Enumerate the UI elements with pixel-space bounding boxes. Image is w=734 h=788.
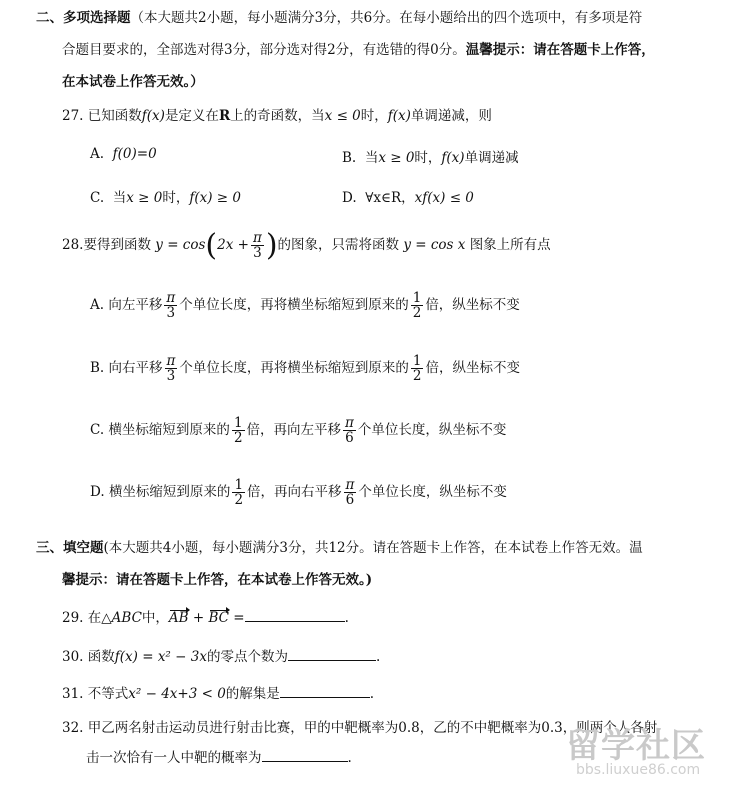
q29-pre: 在△: [87, 610, 112, 626]
q30-expr: f(x) = x² − 3x: [114, 649, 207, 665]
q28-option-a-frac1: [164, 291, 177, 320]
q30: [62, 645, 380, 665]
q28-option-a-t1: 向左平移: [108, 297, 163, 314]
q27-cond: x ≤ 0: [324, 108, 361, 124]
q27-option-a-text: f(0)=0: [112, 146, 157, 162]
q28-c-den: 2: [233, 430, 243, 447]
q28-d-num: 1: [234, 477, 244, 493]
watermark-url: bbs.liuxue86.com: [576, 762, 701, 778]
q28-left-paren: (: [205, 228, 218, 263]
q28-option-c-t1: 横坐标缩短到原来的: [108, 422, 230, 439]
q29-vector-bc: BC: [208, 610, 230, 626]
q27-stem-c: 上的奇函数，当: [230, 108, 325, 124]
q28-option-b-t1: 向右平移: [108, 360, 163, 377]
q28-option-c-t3: 个单位长度，纵坐标不变: [357, 422, 507, 439]
section3-intro-line1: (本大题共4小题，每小题满分3分，共12分。请在答题卡上作答，在本试卷上作答无效。温: [103, 540, 643, 556]
q27-set-R: R: [218, 108, 231, 124]
q28-func1: y = cos: [155, 237, 206, 253]
q29-end: .: [344, 610, 349, 626]
q28-option-b[interactable]: [90, 354, 520, 383]
q27-option-b[interactable]: [342, 146, 519, 166]
q28-right-paren: ): [265, 228, 278, 263]
q28-option-a-t3: 倍，纵坐标不变: [425, 297, 520, 314]
q27-stem-e: 单调递减，则: [410, 108, 492, 124]
q27-option-c-pre: 当: [112, 190, 127, 206]
q28-b-den: 3: [166, 368, 176, 385]
q32-answer-blank[interactable]: [262, 749, 348, 762]
q28-stem-frac-num: π: [252, 229, 262, 246]
q32-text-line1: 甲乙两名射击运动员进行射击比赛，甲的中靶概率为0.8，乙的不中靶概率为0.3，则两个人各射: [87, 720, 658, 736]
section2-heading-line1: [36, 6, 642, 26]
q27-option-a-label: A.: [90, 146, 105, 162]
q31-number: 31.: [62, 686, 84, 702]
q28-option-d-t1: 横坐标缩短到原来的: [108, 484, 231, 501]
q27-option-c-label: C.: [90, 190, 105, 206]
q28-option-b-frac2: [411, 354, 424, 383]
q27-option-b-mid: 时，: [414, 150, 442, 166]
q32-end: .: [347, 750, 352, 766]
q28-option-d-frac1: [232, 478, 245, 507]
q29-eq: =: [229, 610, 245, 626]
q28-option-b-t3: 倍，纵坐标不变: [425, 360, 520, 377]
watermark-logo-text: 留学社区: [566, 726, 706, 766]
q28-d-den2: 6: [345, 492, 355, 509]
q28-option-b-label: B.: [90, 360, 105, 377]
q28-stem-frac-den: 3: [253, 245, 262, 261]
q27-option-b-cond: x ≥ 0: [378, 150, 415, 166]
q28-stem-b: 的图象，只需将函数: [277, 237, 400, 253]
q28-option-d[interactable]: [90, 478, 507, 507]
q29-number: 29.: [62, 610, 84, 626]
q27-option-d[interactable]: [342, 186, 474, 206]
q31-post: 的解集是: [225, 686, 280, 702]
section2-heading-line2: [62, 38, 655, 58]
q27-number: 27.: [62, 108, 84, 124]
q28-option-a-frac2: [411, 291, 424, 320]
q27-option-b-pre: 当: [364, 150, 379, 166]
q28-a-den2: 2: [412, 305, 422, 322]
q28-option-d-t2: 倍，再向右平移: [247, 484, 342, 501]
q28-stem-c: 图象上所有点: [469, 237, 551, 253]
q28-option-c-frac1: [232, 416, 245, 445]
q28-b-den2: 2: [412, 368, 422, 385]
q27-option-d-label: D.: [342, 190, 357, 206]
q28-stem-fraction: [251, 231, 264, 260]
q28-d-num2: π: [345, 477, 355, 493]
section2-intro-line3: 在本试卷上作答无效。）: [62, 74, 204, 90]
q29-answer-blank[interactable]: [245, 609, 345, 622]
q28-c-num2: π: [345, 415, 354, 431]
q28-option-d-t3: 个单位长度，纵坐标不变: [358, 484, 507, 501]
q28-stem: [62, 228, 551, 263]
q27-stem-b: 是定义在: [164, 108, 219, 124]
q30-number: 30.: [62, 649, 84, 665]
q31: [62, 682, 374, 702]
q27-option-c-cond: x ≥ 0: [126, 190, 163, 206]
section2-intro-line1: （本大题共2小题，每小题满分3分，共6分。在每小题给出的四个选项中，有多项是符: [130, 10, 643, 26]
q29-plus: +: [188, 610, 209, 626]
q28-b-num: π: [166, 353, 176, 369]
q27-option-d-expr: xf(x) ≤ 0: [414, 190, 474, 206]
q28-option-c-t2: 倍，再向左平移: [246, 422, 342, 439]
q28-stem-a: 要得到函数: [83, 237, 151, 253]
q27-option-b-post: 单调递减: [464, 150, 519, 166]
q27-option-c[interactable]: [90, 186, 241, 206]
q27-stem: [62, 104, 492, 124]
q27-option-c-expr: f(x) ≥ 0: [189, 190, 241, 206]
q32-line2: [86, 746, 352, 766]
q28-d-den: 2: [234, 492, 244, 509]
q29: [62, 606, 349, 626]
watermark-logo: [566, 718, 706, 767]
q28-func1-inner: 2x +: [217, 237, 249, 253]
q27-stem-d: 时，: [360, 108, 388, 124]
q30-pre: 函数: [87, 649, 115, 665]
q27-option-d-quant: ∀x∈R，: [365, 190, 415, 206]
q28-c-den2: 6: [345, 430, 354, 447]
q28-option-a[interactable]: [90, 291, 520, 320]
q28-option-c-label: C.: [90, 422, 105, 439]
q28-option-a-t2: 个单位长度，再将横坐标缩短到原来的: [179, 297, 409, 314]
q28-option-b-t2: 个单位长度，再将横坐标缩短到原来的: [179, 360, 409, 377]
q27-option-a[interactable]: [90, 146, 157, 162]
q27-fx: f(x): [141, 108, 165, 124]
q28-b-num2: 1: [412, 353, 422, 369]
q29-mid: 中，: [141, 610, 169, 626]
q27-fx-2: f(x): [387, 108, 411, 124]
q30-end: .: [375, 649, 381, 665]
q28-a-num: π: [166, 290, 176, 306]
q29-vector-ab: AB: [168, 610, 189, 626]
q27-option-c-mid: 时，: [162, 190, 190, 206]
q32-text-line2: 击一次恰有一人中靶的概率为: [86, 750, 262, 766]
q28-option-b-frac1: [165, 354, 178, 383]
section3-heading: 三、填空题: [36, 540, 104, 556]
q31-expr: x² − 4x+3 < 0: [128, 686, 226, 702]
q30-answer-blank[interactable]: [288, 648, 376, 661]
section3-heading-line1: [36, 536, 643, 556]
q32-number: 32.: [62, 720, 84, 736]
q27-option-b-fx: f(x): [441, 150, 465, 166]
q27-option-b-label: B.: [342, 150, 357, 166]
q28-option-d-label: D.: [90, 484, 105, 501]
q31-answer-blank[interactable]: [280, 685, 370, 698]
q28-option-d-frac2: [344, 478, 357, 507]
q28-option-c-frac2: [343, 416, 356, 445]
q28-option-c[interactable]: [90, 416, 506, 445]
q31-end: .: [369, 686, 375, 702]
q30-post: 的零点个数为: [206, 649, 288, 665]
section2-tip: 温馨提示：请在答题卡上作答，: [465, 42, 655, 58]
q28-number: 28.: [62, 237, 84, 253]
q29-abc: ABC: [111, 610, 142, 626]
q31-pre: 不等式: [87, 686, 129, 702]
q28-a-den: 3: [166, 305, 176, 322]
q28-func2: y = cos x: [403, 237, 466, 253]
q27-stem-a: 已知函数: [87, 108, 142, 124]
q28-c-num: 1: [233, 415, 243, 431]
section2-heading: 二、多项选择题: [36, 10, 131, 26]
section3-intro-line2: 馨提示：请在答题卡上作答，在本试卷上作答无效。): [62, 572, 373, 588]
section2-intro-line2a: 合题目要求的，全部选对得3分，部分选对得2分，有选错的得0分。: [62, 42, 466, 58]
q28-option-a-label: A.: [90, 297, 105, 314]
q28-a-num2: 1: [412, 290, 422, 306]
